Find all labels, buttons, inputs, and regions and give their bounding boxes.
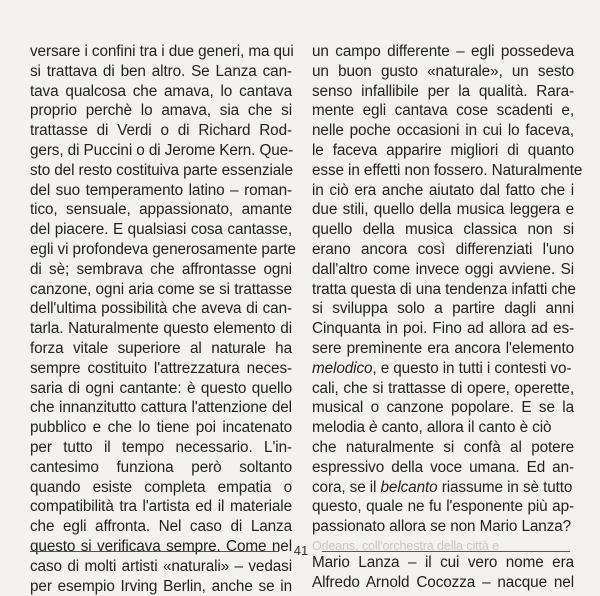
text-line: per esempio Irving Berlin, anche se in xyxy=(30,577,292,595)
text-line xyxy=(312,418,574,438)
text-line: passionato allora se non Mario Lanza? xyxy=(312,518,572,536)
text-line: che naturalmente si confà al potere xyxy=(312,438,574,456)
left-text-column xyxy=(30,42,296,596)
text-line: esse in effetti non fossero. Naturalmente xyxy=(312,161,583,179)
text-line: nelle poche occasioni in cui lo faceva, xyxy=(312,122,574,140)
bleed-through-text: Orleans, coll'orchestra della città e xyxy=(312,538,499,553)
text-line: caso di molti artisti «naturali» – vedasi xyxy=(30,557,292,575)
italic-word: melodico xyxy=(312,359,373,377)
text-line: che innanzitutto cattura l'attenzione del xyxy=(30,399,292,417)
footer-rule-right xyxy=(322,551,570,552)
text-line: per tutto il tempo necessario. L'in- xyxy=(30,438,292,456)
text-line: cantesimo funziona però soltanto xyxy=(30,458,292,476)
text-line: canzone, ogni aria come se si trattasse xyxy=(30,280,292,298)
text-fragment: riassume in sè tutto xyxy=(437,478,573,496)
text-line: dall'altro come invece oggi avviene. Si xyxy=(312,260,574,278)
text-line: questo, quale ne fu l'esponente più ap- xyxy=(312,498,574,516)
text-line: compatibilità tra l'artista ed il materiale xyxy=(30,498,292,516)
text-line xyxy=(312,359,574,379)
text-line: senso infallibile per la qualità. Rara- xyxy=(312,82,574,100)
right-text-column xyxy=(312,42,583,593)
text-line: sere preminente era ancora l'elemento xyxy=(312,339,574,357)
text-line: Alfredo Arnold Cocozza – nacque nel xyxy=(312,573,574,591)
text-line: del piacere. E qualsiasi cosa cantasse, xyxy=(30,221,292,239)
text-line: in ciò era anche aiutato dal fatto che i xyxy=(312,181,574,199)
text-line: Cinquanta in poi. Fino ad allora ad es- xyxy=(312,320,574,338)
text-line: Mario Lanza – il cui vero nome era xyxy=(312,553,574,571)
text-line: si sviluppa solo a partire dagli anni xyxy=(312,300,574,318)
text-line: musical o canzone popolare. E se la xyxy=(312,399,574,417)
text-line: tava qualcosa che amava, lo cantava xyxy=(30,82,292,100)
italic-word: belcanto xyxy=(380,478,438,496)
text-line: tarla. Naturalmente questo elemento di xyxy=(30,320,292,338)
text-line: saria di ogni cantante: è questo quello xyxy=(30,379,292,397)
text-line: un buon gusto «naturale», un sesto xyxy=(312,62,574,80)
text-line: si trattava di ben altro. Se Lanza can- xyxy=(30,62,292,80)
text-line: sempre costituito l'attrezzatura neces- xyxy=(30,359,292,377)
text-line: tico, sensuale, appassionato, amante xyxy=(30,201,292,219)
text-line: due stili, quello della musica leggera e xyxy=(312,201,574,219)
text-line: un campo differente – egli possedeva xyxy=(312,43,574,60)
text-line: quello della musica classica non si xyxy=(312,221,574,239)
text-line: quando esiste completa empatia o xyxy=(30,478,292,496)
italic-word: è xyxy=(369,419,378,437)
page-number: 41 xyxy=(293,543,309,558)
text-line: cali, che si trattasse di opere, operette, xyxy=(312,379,574,397)
text-line: del suo temperamento latino – roman- xyxy=(30,181,292,199)
text-line: proprio perchè lo amava, sia che si xyxy=(30,102,292,120)
text-fragment: cora, se il xyxy=(312,478,381,496)
text-line: che egli affronta. Nel caso di Lanza xyxy=(30,518,292,536)
text-fragment: , e questo in tutti i contesti vo- xyxy=(372,359,572,377)
text-line: tratta questa di una tendenza infatti che xyxy=(312,280,576,298)
text-line: mente egli cantava cose scadenti e, xyxy=(312,102,574,120)
text-line: espressivo della voce umana. Ed an- xyxy=(312,458,574,476)
text-line: le faceva apparire migliori di quanto xyxy=(312,141,574,159)
text-line: sto del resto costituiva parte essenziale xyxy=(30,161,293,179)
text-line: dell'ultima possibilità che aveva di can- xyxy=(30,300,292,318)
footer-rule-left xyxy=(30,551,279,552)
text-line: questo si verificava sempre. Come nel xyxy=(30,537,292,555)
text-line xyxy=(312,478,574,498)
text-fragment: canto, allora il canto è ciò xyxy=(377,419,552,437)
text-fragment: melodia xyxy=(312,419,370,437)
text-line: egli vi profondeva generosamente parte xyxy=(30,240,296,258)
text-line: trattasse di Verdi o di Richard Rod- xyxy=(30,122,292,140)
text-line: di sè; sembrava che affrontasse ogni xyxy=(30,260,292,278)
text-line: gers, di Puccini o di Jerome Kern. Que- xyxy=(30,141,294,159)
text-line: forza vitale superiore al naturale ha xyxy=(30,339,292,357)
text-line: erano ancora così differenziati l'uno xyxy=(312,240,574,258)
text-line: pubblico e che lo tiene poi incatenato xyxy=(30,419,292,437)
text-line: versare i confini tra i due generi, ma qui xyxy=(30,43,294,60)
